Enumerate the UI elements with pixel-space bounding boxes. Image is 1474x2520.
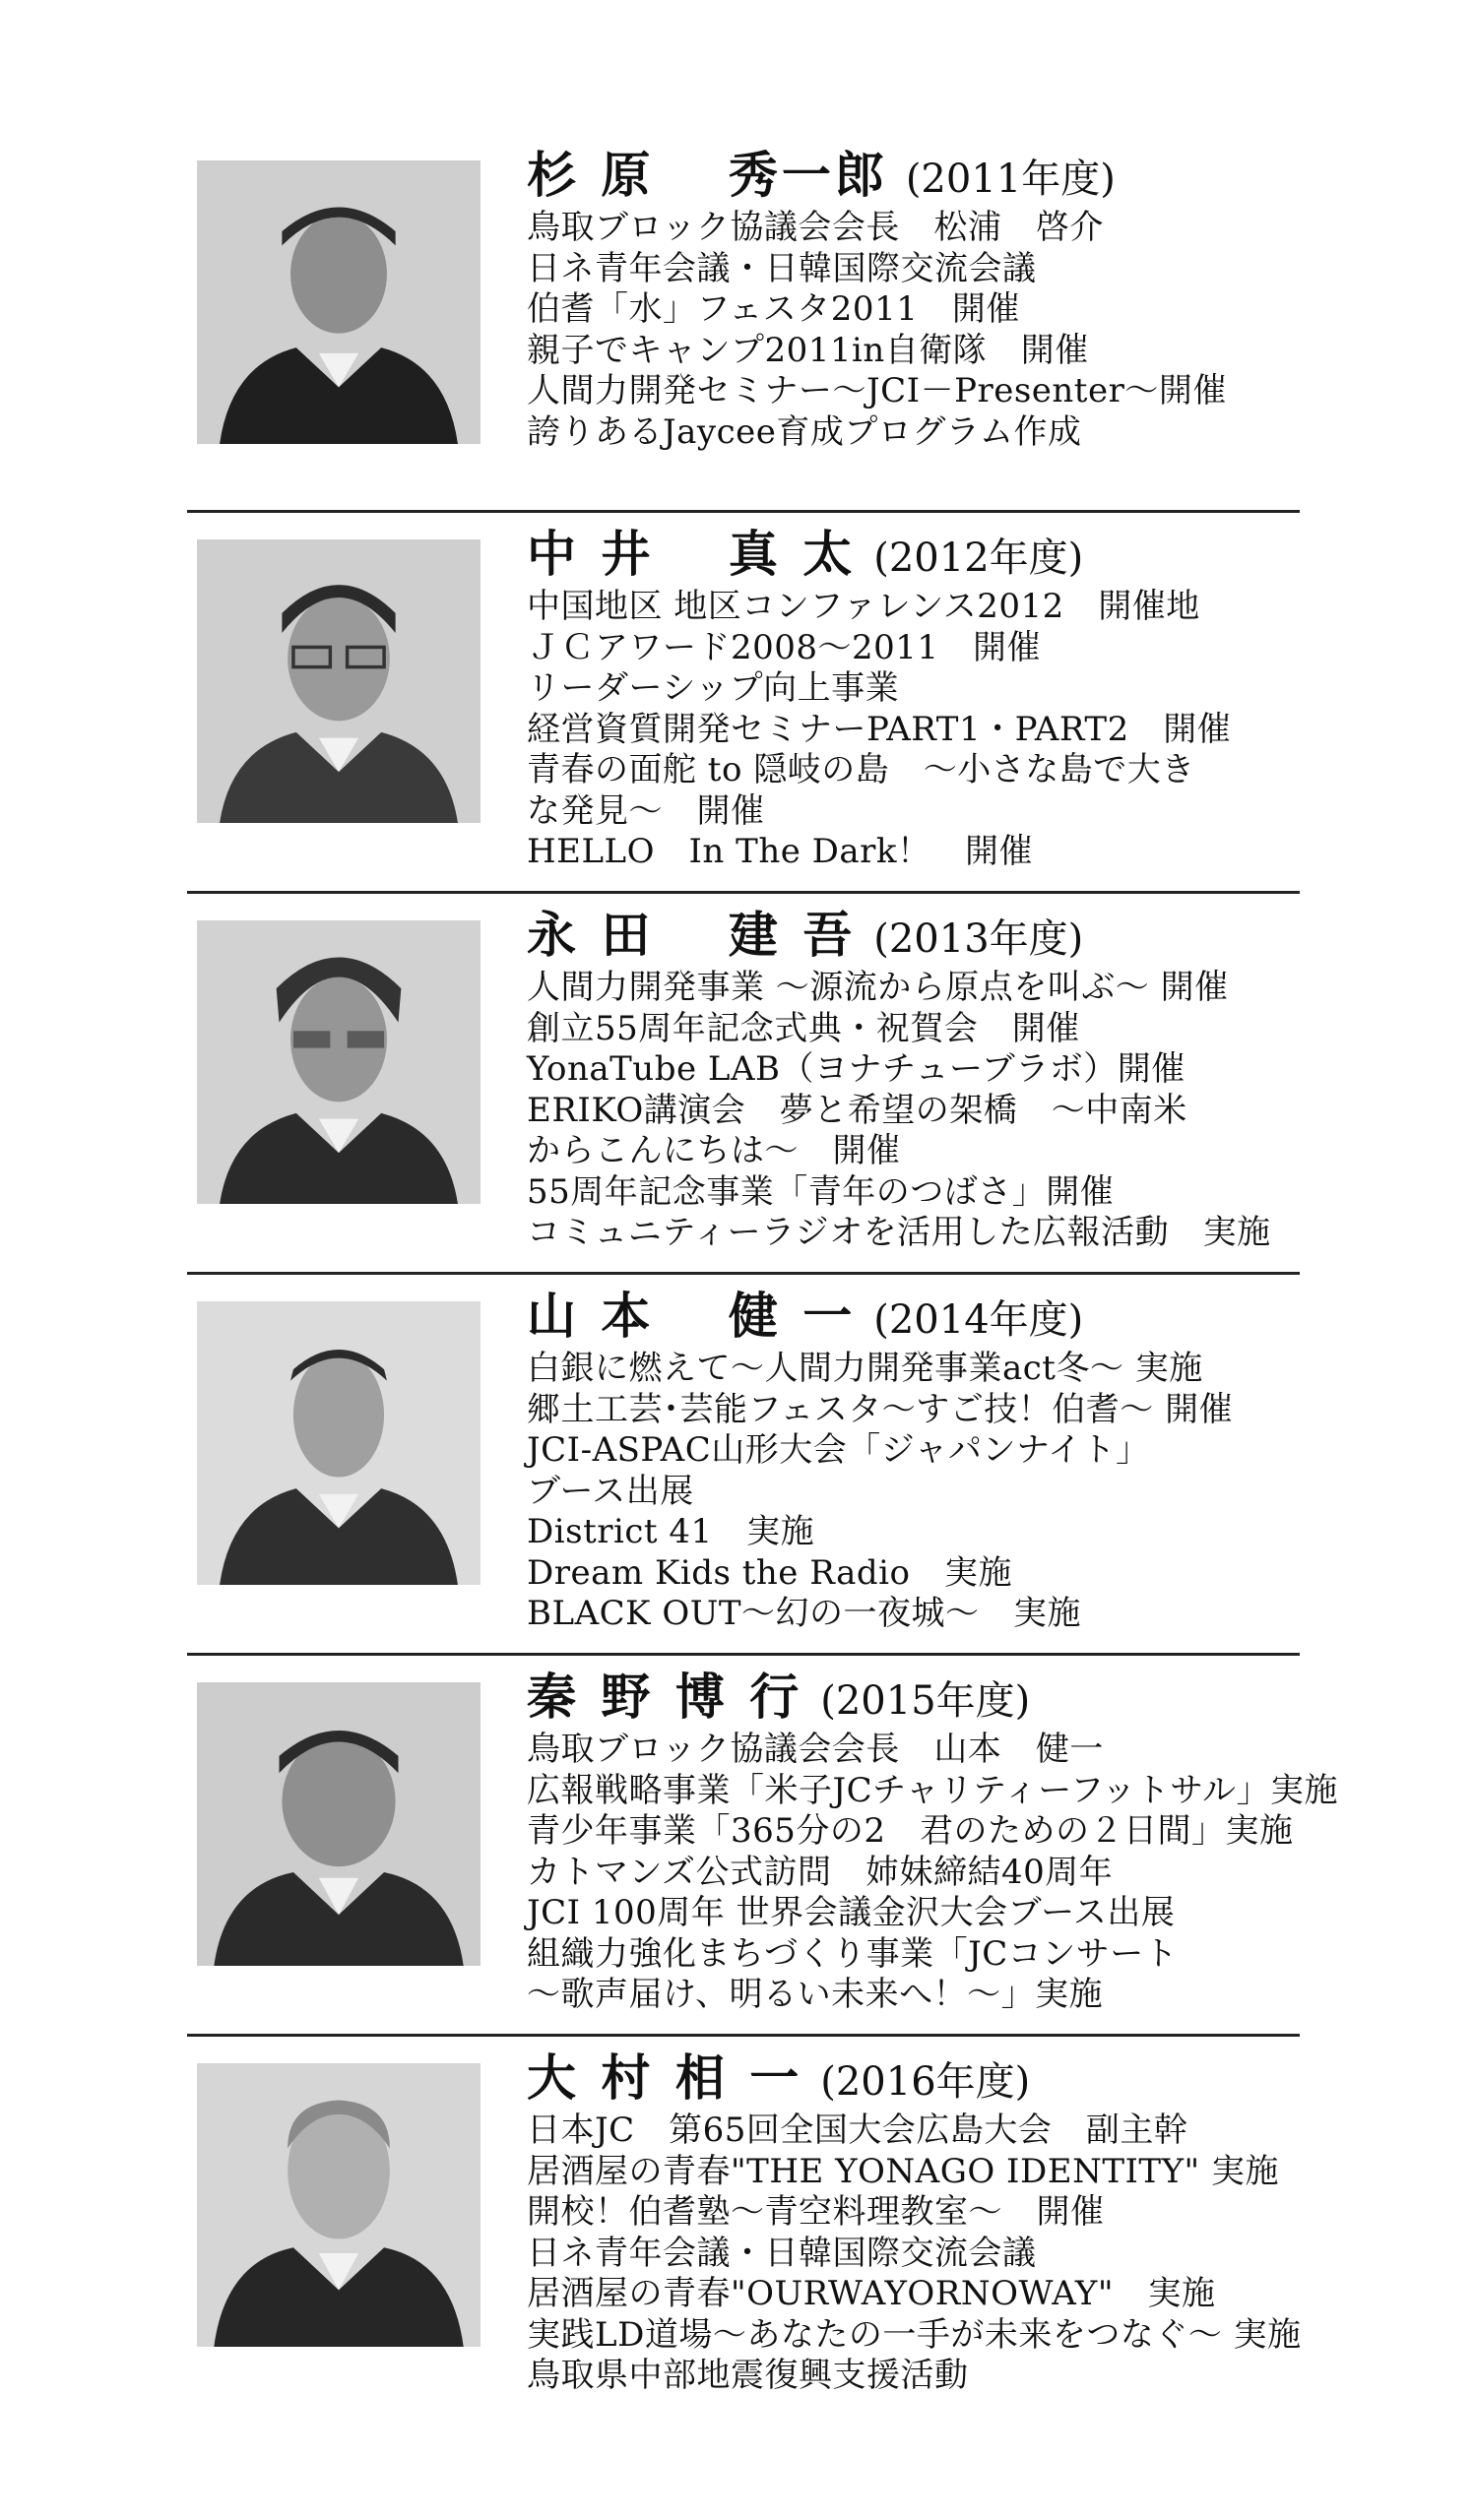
activity-item: 実践LD道場～あなたの一手が未来をつなぐ～ 実施 bbox=[527, 2314, 1302, 2355]
activity-item: 白銀に燃えて～人間力開発事業act冬～ 実施 bbox=[527, 1349, 1203, 1388]
term-year: (2015年度) bbox=[820, 1678, 1031, 1724]
profile-text bbox=[527, 143, 1305, 453]
activity-item: ＪＣアワード2008～2011 開催 bbox=[527, 627, 1042, 667]
activity-item: YonaTube LAB（ヨナチューブラボ）開催 bbox=[527, 1049, 1186, 1089]
person-name: 山 本 健 一 bbox=[527, 1288, 857, 1345]
name-line bbox=[527, 1665, 1305, 1730]
activity-item: 居酒屋の青春"THE YONAGO IDENTITY" 実施 bbox=[527, 2151, 1279, 2191]
term-year: (2012年度) bbox=[873, 536, 1084, 581]
activity-item: 鳥取県中部地震復興支援活動 bbox=[527, 2356, 969, 2395]
activity-item: カトマンズ公式訪問 姉妹締結40周年 bbox=[527, 1852, 1114, 1892]
activity-item: ブース出展 bbox=[527, 1471, 694, 1511]
profile-text bbox=[527, 1284, 1305, 1635]
term-year: (2011年度) bbox=[905, 157, 1116, 202]
section-divider bbox=[187, 510, 1300, 513]
section-divider bbox=[187, 1272, 1300, 1275]
activity-item: 日ネ青年会議・日韓国際交流会議 bbox=[527, 2233, 1037, 2273]
activity-item: 組織力強化まちづくり事業「JCコンサート bbox=[527, 1933, 1179, 1974]
activity-item: リーダーシップ向上事業 bbox=[527, 668, 900, 708]
activity-item: BLACK OUT～幻の一夜城～ 実施 bbox=[527, 1594, 1082, 1633]
section-divider bbox=[187, 2034, 1300, 2037]
activity-item: 居酒屋の青春"OURWAYORNOWAY" 実施 bbox=[527, 2274, 1216, 2313]
term-year: (2016年度) bbox=[820, 2059, 1031, 2105]
activity-item: な発見～ 開催 bbox=[527, 790, 765, 831]
activity-item: 創立55周年記念式典・祝賀会 開催 bbox=[527, 1008, 1080, 1048]
activity-item: 開校！伯耆塾～青空料理教室～ 開催 bbox=[527, 2192, 1105, 2232]
person-name: 秦 野 博 行 bbox=[527, 1669, 803, 1726]
activity-item: ～歌声届け、明るい未来へ！～」実施 bbox=[527, 1975, 1104, 2014]
activity-list bbox=[527, 968, 1305, 1254]
profile-text bbox=[527, 522, 1305, 873]
activity-item: 誇りあるJaycee育成プログラム作成 bbox=[527, 411, 1082, 452]
activity-item: 経営資質開発セミナーPART1・PART2 開催 bbox=[527, 709, 1232, 749]
activity-item: 郷土工芸･芸能フェスタ～すご技！伯耆～ 開催 bbox=[527, 1389, 1234, 1429]
term-year: (2013年度) bbox=[873, 916, 1084, 962]
activity-item: 伯耆「水」フェスタ2011 開催 bbox=[527, 289, 1020, 329]
name-line bbox=[527, 1284, 1305, 1349]
profile-text bbox=[527, 903, 1305, 1254]
name-line bbox=[527, 2046, 1305, 2110]
profile-text bbox=[527, 2046, 1305, 2397]
activity-item: ERIKO講演会 夢と希望の架橋 ～中南米 bbox=[527, 1090, 1187, 1130]
activity-item: 55周年記念事業「青年のつばさ」開催 bbox=[527, 1171, 1115, 1212]
activity-list bbox=[527, 1349, 1305, 1635]
activity-list bbox=[527, 587, 1305, 873]
activity-item: 鳥取ブロック協議会会長 山本 健一 bbox=[527, 1730, 1104, 1769]
portrait-photo bbox=[197, 160, 481, 444]
activity-item: 青少年事業「365分の2 君のための２日間」実施 bbox=[527, 1811, 1294, 1851]
activity-item: からこんにちは～ 開催 bbox=[527, 1131, 901, 1170]
activity-item: JCI 100周年 世界会議金沢大会ブース出展 bbox=[527, 1893, 1176, 1932]
portrait-photo bbox=[197, 539, 481, 823]
activity-item: 人間力開発セミナー～JCI－Presenter～開催 bbox=[527, 371, 1227, 410]
activity-item: HELLO In The Dark！ 開催 bbox=[527, 832, 1034, 871]
person-name: 中 井 真 太 bbox=[527, 526, 857, 583]
term-year: (2014年度) bbox=[873, 1297, 1084, 1343]
section-divider bbox=[187, 1653, 1300, 1656]
activity-item: 日本JC 第65回全国大会広島大会 副主幹 bbox=[527, 2110, 1188, 2150]
activity-list bbox=[527, 208, 1305, 453]
person-name: 杉 原 秀一郎 bbox=[527, 147, 888, 204]
profile-text bbox=[527, 1665, 1338, 2016]
person-name: 永 田 建 吾 bbox=[527, 907, 857, 964]
name-line bbox=[527, 522, 1305, 587]
activity-item: 青春の面舵 to 隠岐の島 ～小さな島で大き bbox=[527, 750, 1195, 789]
activity-item: Dream Kids the Radio 実施 bbox=[527, 1552, 1012, 1593]
activity-list bbox=[527, 2110, 1305, 2397]
activity-item: 親子でキャンプ2011in自衛隊 開催 bbox=[527, 330, 1089, 370]
portrait-photo bbox=[197, 920, 481, 1204]
activity-item: District 41 実施 bbox=[527, 1512, 815, 1551]
activity-item: 中国地区 地区コンファレンス2012 開催地 bbox=[527, 587, 1200, 626]
name-line bbox=[527, 143, 1305, 208]
portrait-photo bbox=[197, 1301, 481, 1585]
activity-item: 日ネ青年会議・日韓国際交流会議 bbox=[527, 248, 1037, 288]
name-line bbox=[527, 903, 1305, 968]
section-divider bbox=[187, 891, 1300, 894]
portrait-photo bbox=[197, 2063, 481, 2347]
activity-item: コミュニティーラジオを活用した広報活動 実施 bbox=[527, 1213, 1271, 1252]
activity-item: JCI-ASPAC山形大会「ジャパンナイト」 bbox=[527, 1430, 1150, 1470]
portrait-photo bbox=[197, 1682, 481, 1966]
activity-item: 広報戦略事業「米子JCチャリティーフットサル」実施 bbox=[527, 1770, 1338, 1810]
activity-list bbox=[527, 1730, 1338, 2016]
person-name: 大 村 相 一 bbox=[527, 2049, 803, 2107]
activity-item: 人間力開発事業 ～源流から原点を叫ぶ～ 開催 bbox=[527, 968, 1229, 1007]
activity-item: 鳥取ブロック協議会会長 松浦 啓介 bbox=[527, 208, 1104, 247]
